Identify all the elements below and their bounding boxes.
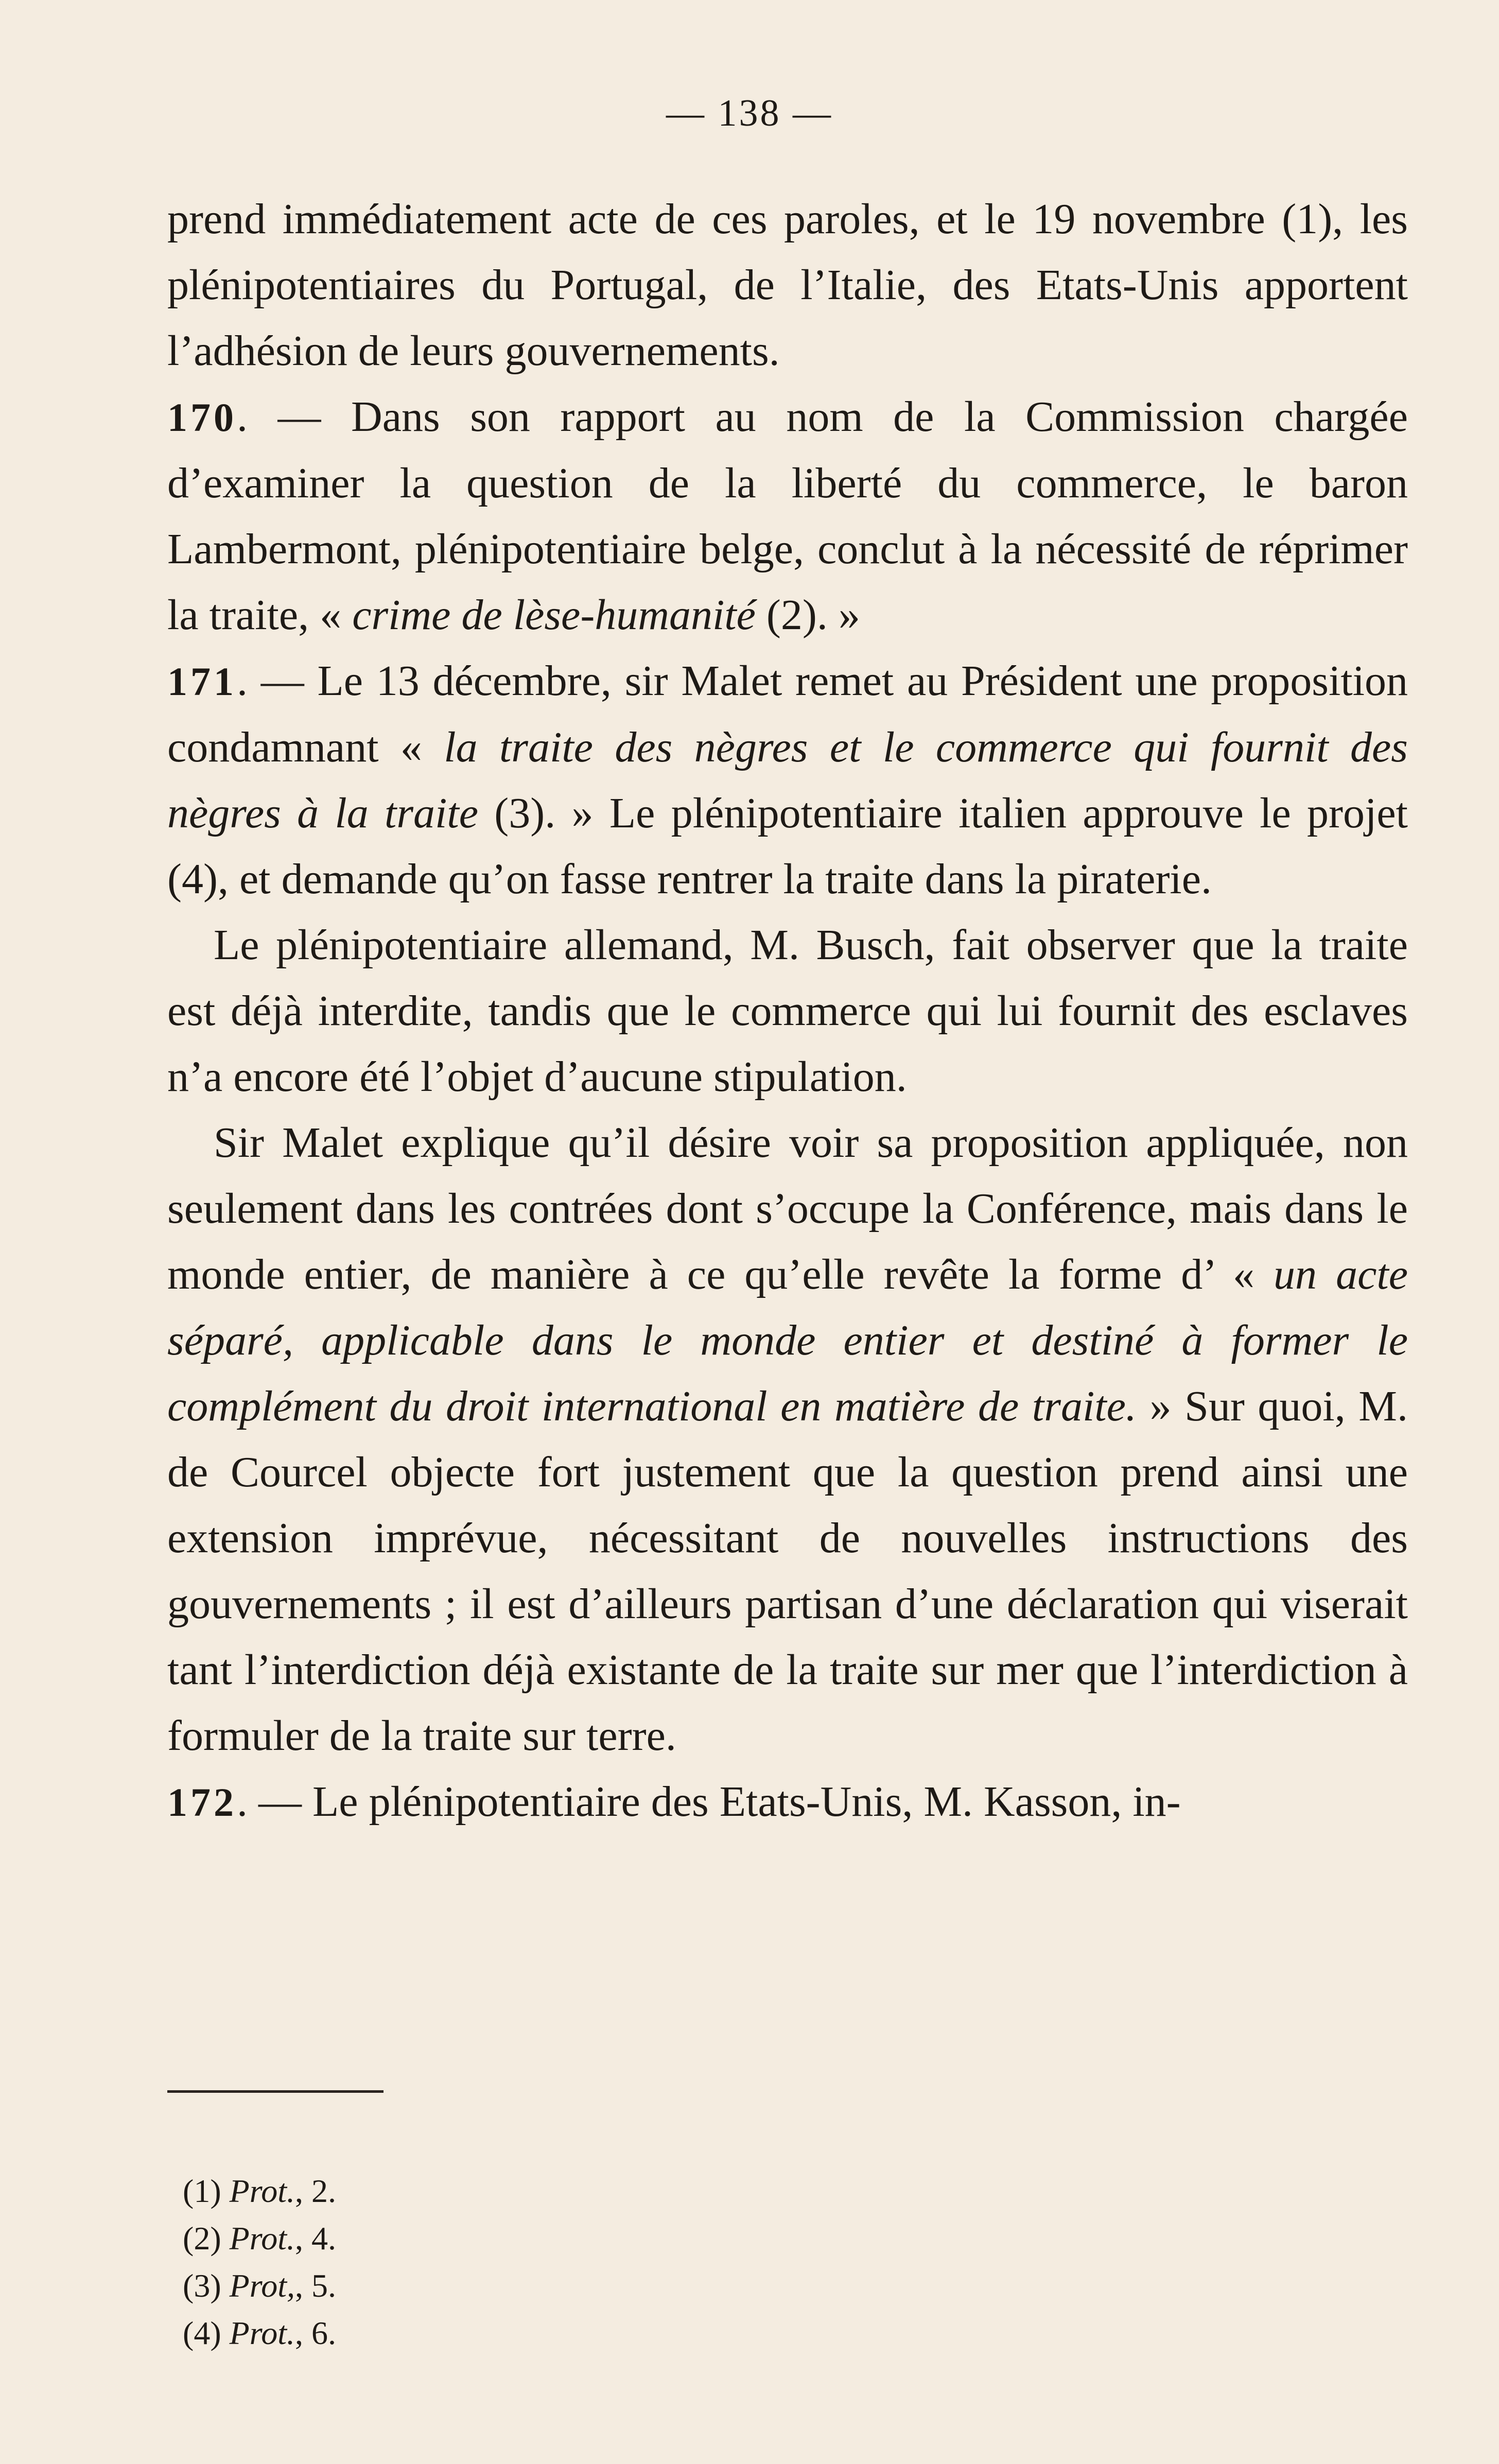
footnote-separator — [167, 2090, 384, 2093]
footnote-page: , 4. — [295, 2220, 337, 2257]
paragraph-number: 170 — [167, 395, 237, 440]
footnote-number: (4) — [183, 2315, 221, 2351]
text-run: prend immédiatement acte de ces paroles, et le 19 novembre (1), les plénipotentiaires du Portugal, de l’Italie, des Etats-Unis apportent l’adhésion de leurs gouvernements. — [167, 195, 1408, 375]
paragraph — [167, 1110, 1408, 1769]
text-run: . — Dans son rapport au nom de la Commission chargée d’examiner la question de la liberté du commerce, le baron Lambermont, plénipotentiaire belge, conclut à la nécessité de réprimer la traite, « — [167, 393, 1408, 639]
footnote-number: (3) — [183, 2267, 221, 2304]
paragraph — [167, 648, 1408, 912]
text-run: Le plénipotentiaire allemand, M. Busch, fait observer que la traite est déjà interdite, tandis que le commerce qui lui fournit des esclaves n’a encore été l’objet d’aucune stipulation. — [167, 921, 1408, 1101]
paragraph — [167, 384, 1408, 648]
footnote — [183, 2167, 336, 2215]
paragraph — [167, 1769, 1408, 1835]
footnote — [183, 2262, 336, 2310]
italic-quote: crime de lèse-humanité — [352, 591, 756, 639]
footnote-page: , 5. — [295, 2267, 337, 2304]
text-run: (3). » Le plénipotentiaire italien approuve le projet (4), et demande qu’on fasse rentrer la traite dans la piraterie. — [167, 789, 1408, 903]
footnote-source: Prot, — [229, 2267, 295, 2304]
page-number: — 138 — — [666, 92, 833, 134]
italic-quote: un acte séparé, applicable dans le monde entier et destiné à former le complément du droit international en matière de traite. — [167, 1251, 1408, 1430]
italic-quote: la traite des nègres et le commerce qui fournit des nègres à la traite — [167, 723, 1408, 837]
footnote — [183, 2215, 336, 2262]
paragraph-number: 172 — [167, 1780, 237, 1825]
text-run: . — Le plénipotentiaire des Etats-Unis, M. Kasson, in- — [237, 1778, 1181, 1826]
footnote — [183, 2310, 336, 2357]
paragraph-number: 171 — [167, 659, 237, 704]
paragraph — [167, 912, 1408, 1110]
footnote-source: Prot. — [229, 2315, 295, 2351]
footnote-source: Prot. — [229, 2220, 295, 2257]
footnote-source: Prot. — [229, 2173, 295, 2209]
text-run: (2). » — [755, 591, 860, 639]
body-text — [167, 186, 1408, 1835]
text-run: Sir Malet explique qu’il désire voir sa proposition appliquée, non seulement dans les contrées dont s’occupe la Conférence, mais dans le monde entier, de manière à ce qu’elle revête la forme d’ « — [167, 1119, 1408, 1298]
footnotes — [183, 2167, 336, 2357]
footnote-page: , 6. — [295, 2315, 337, 2351]
paragraph — [167, 186, 1408, 384]
text-run: . — Le 13 décembre, sir Malet remet au Président une proposition condamnant « — [167, 657, 1408, 771]
footnote-number: (1) — [183, 2173, 221, 2209]
footnote-number: (2) — [183, 2220, 221, 2257]
text-run: » Sur quoi, M. de Courcel objecte fort justement que la question prend ainsi une extension imprévue, nécessitant de nouvelles instructions des gouvernements ; il est d’ailleurs partisan d’une déclaration qui viserait tant l’interdiction déjà existante de la traite sur mer que l’interdiction à formuler de la traite sur terre. — [167, 1382, 1408, 1760]
footnote-page: , 2. — [295, 2173, 337, 2209]
